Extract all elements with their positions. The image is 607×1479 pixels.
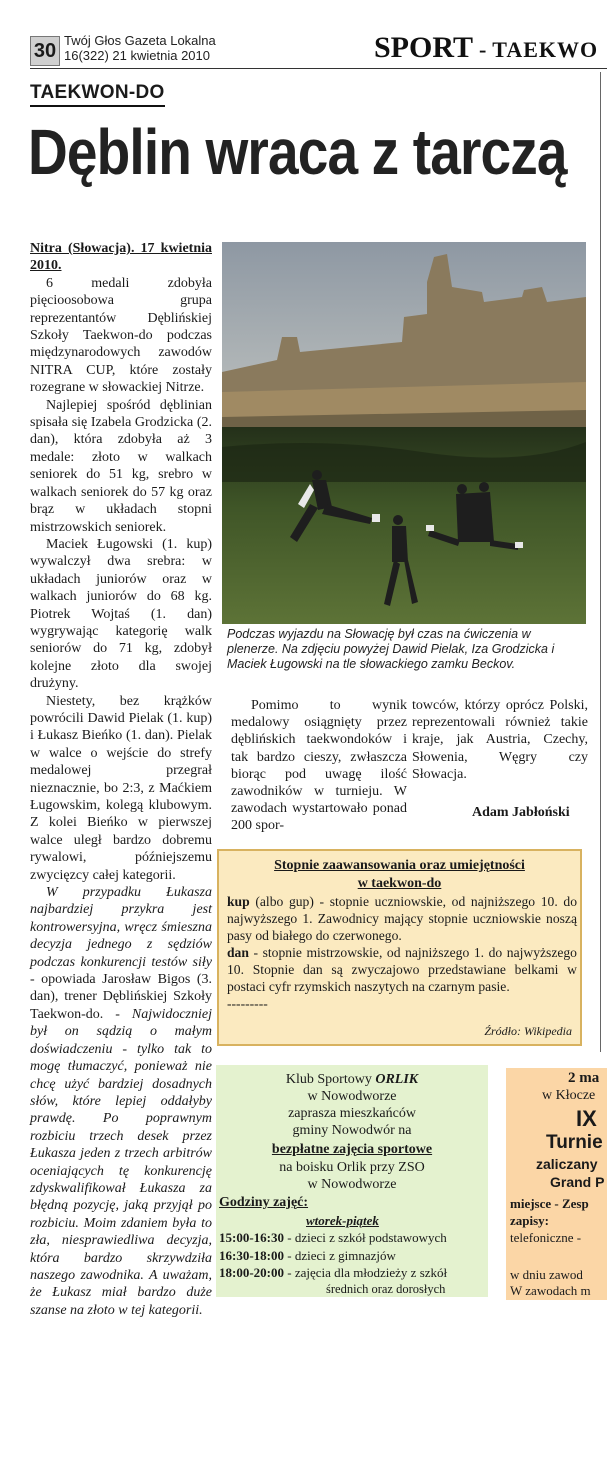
article-column-left	[30, 240, 212, 1319]
info-box-body	[227, 893, 577, 1012]
ad-schedule-row	[219, 1247, 396, 1264]
rubric: TAEKWON-DO	[30, 82, 165, 107]
masthead	[64, 33, 216, 63]
ad-days: wtorek-piątek	[306, 1213, 379, 1228]
photo-caption: Podczas wyjazdu na Słowację był czas na ćwiczenia w plenerze. Na zdjęciu powyżej Dawid Pielak, Iza Grodzicka i Maciek Ługowski na tle słowackiego zamku Beckov.	[227, 627, 555, 671]
tournament-advertisement	[506, 1068, 607, 1300]
ad-line: gminy Nowodwór na	[292, 1123, 412, 1138]
section-name: SPORT	[374, 31, 473, 64]
column-rule	[600, 72, 601, 1052]
paragraph: Najlepiej spośród dęblinian spisała się Izabela Grodzicka (2. dan), która zdobyła aż 3 medale: złoto w walkach seniorek do 51 kg, srebro w walkach seniorek do 57 kg oraz brąz w układach stopni mistrzowskich seniorek.	[30, 397, 212, 535]
ad-club-prefix: Klub Sportowy	[285, 1072, 376, 1087]
ad-schedule-row	[219, 1264, 447, 1281]
ad-slot-time: 15:00-16:30	[219, 1230, 284, 1245]
ad-slot-desc: - dzieci z szkół podstawowych	[287, 1230, 447, 1245]
paragraph: 6 medali zdobyła pięcioosobowa grupa reprezentantów Dęblińskiej Szkoły Taekwon-do podczas międzynarodowych zawodów NITRA CUP, które zostały rozegrane w słowackiej Nitrze.	[30, 275, 212, 396]
paragraph: towców, którzy oprócz Polski, reprezentowali również takie kraje, jak Austria, Czechy, Słowenia, Węgry czy Słowacja.	[412, 698, 588, 782]
article-title: Dęblin wraca z tarczą	[28, 116, 567, 188]
ad-club-name: ORLIK	[375, 1072, 419, 1087]
author-byline: Adam Jabłoński	[472, 805, 570, 820]
ad-slot-time: 18:00-20:00	[219, 1265, 284, 1280]
ad2-line: Turnie	[546, 1132, 603, 1153]
ad2-line: w Kłocze	[542, 1088, 596, 1103]
page-number: 30	[30, 36, 60, 66]
ad-hours-label: Godziny zajęć:	[219, 1195, 309, 1210]
ad2-line: w dniu zawod	[510, 1267, 583, 1282]
ad2-line: Grand P	[550, 1174, 605, 1190]
ad2-line: zaliczany	[536, 1156, 598, 1172]
section-header	[374, 30, 598, 68]
ad-line: na boisku Orlik przy ZSO	[279, 1160, 425, 1175]
subsection-name: TAEKWO	[492, 37, 599, 62]
ad2-line: W zawodach m	[510, 1283, 591, 1298]
paper-name: Twój Głos Gazeta Lokalna	[64, 33, 216, 48]
dateline: Nitra (Słowacja). 17 kwietnia 2010.	[30, 241, 212, 274]
ad2-line: 2 ma	[568, 1070, 600, 1086]
paragraph: Maciek Ługowski (1. kup) wywalczył dwa srebra: w układach juniorów oraz w walkach juniorów do 68 kg. Piotrek Wojtaś (1. dan) wygrywając kategorię walk seniorów do 71 kg, zdobył kolejne złoto dla swojej drużyny.	[30, 536, 212, 692]
info-box-title-line1: Stopnie zaawansowania oraz umiejętności	[274, 858, 525, 873]
quote-paragraph	[30, 884, 212, 1319]
separator: ---------	[227, 996, 268, 1011]
paragraph: Pomimo to wynik medalowy osiągnięty przez dęblińskich taekwondoków i tak bardzo cieszy, zwłaszcza biorąc pod uwagę ilość zawodników w turnieju. W zawodach wystartowało ponad 200 spor-	[231, 698, 407, 834]
ad-line: w Nowodworze	[307, 1089, 397, 1104]
kup-definition: (albo gup) - stopnie uczniowskie, od najniższego 10. do najwyższego 1. Zawodnicy mający stopnie uczniowskie noszą pasy od białego do czerwonego.	[227, 894, 577, 943]
quote-text-continued: - Najwidoczniej był on sądzią o małym doświadczeniu - tylko tak to mogę tłumaczyć, ponieważ nie chcę użyć bardziej dosadnych słów, które lepiej oddałyby prawdę. Po poprawnym rozbiciu trzech desek przez Łukasza jeden z trzech arbitrów oceniających tę konkurencję zdyskwalifikował Łukasza za błędną pozycję, jaką przyjął po rozbiciu. Moim zdaniem była to zła, niesprawiedliwa decyzja, która bardzo skrzywdziła naszego zawodnika. A uważam, że Łukasz miał bardzo duże szanse na złoto w tej kategorii.	[30, 1006, 212, 1318]
kup-term: kup	[227, 894, 250, 909]
ad2-line: telefoniczne -	[510, 1230, 582, 1245]
issue-info: 16(322) 21 kwietnia 2010	[64, 48, 210, 63]
ad-line: w Nowodworze	[307, 1177, 397, 1192]
ad2-line: miejsce - Zesp	[510, 1196, 589, 1211]
ad-schedule-row	[219, 1229, 447, 1246]
ad-slot-desc: - dzieci z gimnazjów	[287, 1248, 396, 1263]
ad-slot-desc: - zajęcia dla młodzieży z szkół	[287, 1265, 448, 1280]
ad-line-club	[216, 1071, 488, 1088]
info-box	[217, 849, 582, 1046]
section-dash: -	[478, 37, 487, 62]
ad-slot-desc-cont: średnich oraz dorosłych	[326, 1282, 446, 1296]
dan-term: dan	[227, 945, 249, 960]
ad-line: zaprasza mieszkańców	[288, 1106, 416, 1121]
paragraph: Niestety, bez krążków powrócili Dawid Pielak (1. kup) i Łukasz Bieńko (1. dan). Pielak w walce o wejście do strefy medalowej przegrał nieznacznie, bo 2:3, z Maćkiem Ługowskim, kolegą klubowym. Z kolei Bieńko w pierwszej walce uległ bardzo dobremu rywalowi, późniejszemu zwycięzcy całej kategorii.	[30, 693, 212, 883]
quote-text: W przypadku Łukasza najbardziej przykra jest kontrowersyjna, wręcz śmieszna decyzja jednego z sędziów podczas konkurencji testów siły	[30, 885, 212, 970]
ad2-line: IX	[576, 1106, 597, 1131]
header-rule	[30, 68, 607, 69]
dan-definition: - stopnie mistrzowskie, od najniższego 1. do najwyższego 10. Stopnie dan są zwyczajowo przedstawiane belkami w postaci cyfr rzymskich naszytych na czarnym pasie.	[227, 945, 577, 994]
quote-attribution: - opowiada Jarosław Bigos (3. dan), trener Dęblińskiej Szkoły Taekwon-do.	[30, 972, 212, 1022]
info-box-title	[219, 857, 580, 893]
article-column-middle	[231, 697, 407, 835]
orlik-advertisement	[216, 1065, 488, 1297]
info-box-source: Źródło: Wikipedia	[484, 1024, 572, 1038]
article-column-right	[412, 697, 588, 783]
article-photo	[222, 242, 586, 624]
ad2-line: zapisy:	[510, 1213, 549, 1228]
ad-highlight: bezpłatne zajęcia sportowe	[271, 1142, 433, 1157]
ad-slot-time: 16:30-18:00	[219, 1248, 284, 1263]
castle-photo-illustration	[222, 242, 586, 624]
info-box-title-line2: w taekwon-do	[357, 876, 442, 891]
